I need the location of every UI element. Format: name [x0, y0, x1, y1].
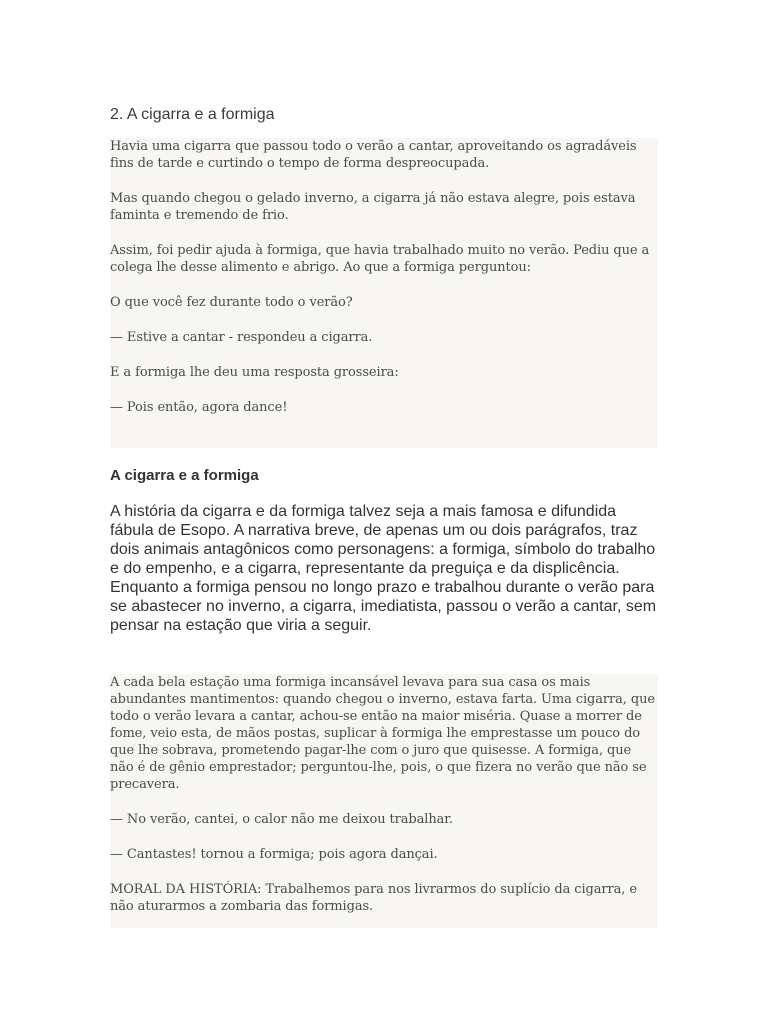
story-box-1: [110, 138, 658, 448]
story1-paragraph: — Pois então, agora dance!: [110, 400, 288, 415]
story-heading: A cigarra e a formiga: [110, 467, 259, 484]
story1-paragraph: Assim, foi pedir ajuda à formiga, que havia trabalhado muito no verão. Pediu que a colega lhe desse alimento e abrigo. Ao que a formiga perguntou:: [110, 243, 650, 275]
story2-paragraph: — No verão, cantei, o calor não me deixou trabalhar.: [110, 812, 453, 827]
story2-moral: MORAL DA HISTÓRIA: Trabalhemos para nos livrarmos do suplício da cigarra, e não aturarmos a zombaria das formigas.: [110, 882, 637, 914]
story1-paragraph: Mas quando chegou o gelado inverno, a cigarra já não estava alegre, pois estava faminta e tremendo de frio.: [110, 191, 636, 223]
story-box-2: [110, 674, 658, 928]
story1-paragraph: — Estive a cantar - respondeu a cigarra.: [110, 330, 373, 345]
intro-paragraph: A história da cigarra e da formiga talvez seja a mais famosa e difundida fábula de Esopo. A narrativa breve, de apenas um ou dois parágrafos, traz dois animais antagônicos como personagens: a formiga, símbolo do trabalho e do empenho, e a cigarra, representante da preguiça e da displicência. Enquanto a formiga pensou no longo prazo e trabalhou durante o verão para se abastecer no inverno, a cigarra, imediatista, passou o verão a cantar, sem pensar na estação que viria a seguir.: [110, 503, 657, 634]
story1-paragraph: O que você fez durante todo o verão?: [110, 295, 353, 310]
story2-paragraph: A cada bela estação uma formiga incansável levava para sua casa os mais abundantes mantimentos: quando chegou o inverno, estava farta. Uma cigarra, que todo o verão levara a cantar, achou-se então na maior miséria. Quase a morrer de fome, veio esta, de mãos postas, suplicar à formiga lhe emprestasse um pouco do que lhe sobrava, prometendo pagar-lhe com o juro que quisesse. A formiga, que não é de gênio emprestador; perguntou-lhe, pois, o que fizera no verão que não se precavera.: [110, 675, 655, 792]
story1-paragraph: E a formiga lhe deu uma resposta grosseira:: [110, 365, 399, 380]
story1-paragraph: Havia uma cigarra que passou todo o verão a cantar, aproveitando os agradáveis fins de tarde e curtindo o tempo de forma despreocupada.: [110, 139, 637, 171]
section-heading: 2. A cigarra e a formiga: [110, 106, 275, 123]
story2-paragraph: — Cantastes! tornou a formiga; pois agora dançai.: [110, 847, 438, 862]
